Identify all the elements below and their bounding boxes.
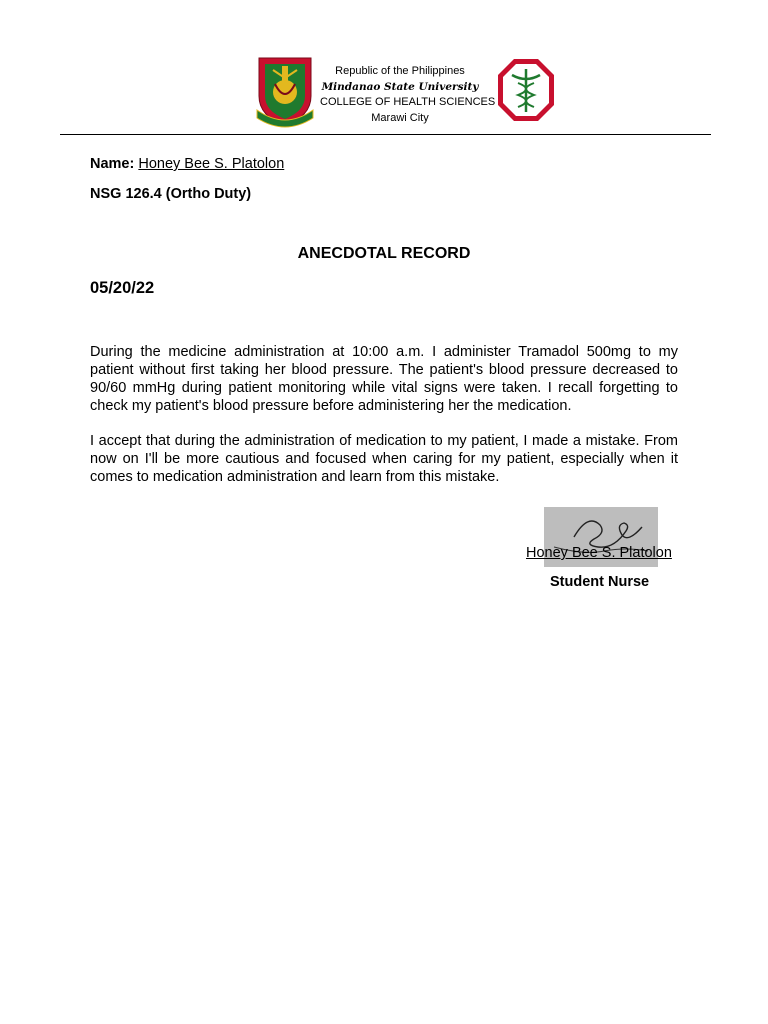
msu-seal-icon — [255, 56, 315, 128]
record-date: 05/20/22 — [90, 279, 155, 297]
caduceus-seal-icon — [496, 57, 556, 123]
document-title: ANECDOTAL RECORD — [297, 245, 471, 262]
name-line — [90, 156, 284, 172]
paragraph-incident: During the medicine administration at 10:00 a.m. I administer Tramadol 500mg to my patient without first taking her blood pressure. The patient's blood pressure decreased to 90/60 mmHg during patient monitoring while vital signs were taken. I recall forgetting to check my patient's blood pressure before administering her the medication. — [90, 344, 678, 414]
letterhead-college: COLLEGE OF HEALTH SCIENCES — [320, 96, 496, 108]
paragraph-reflection: I accept that during the administration of medication to my patient, I made a mistake. From now on I'll be more cautious and focused when caring for my patient, especially when it comes to medication administration and learn from this mistake. — [90, 433, 678, 485]
letterhead-university: Mindanao State University — [321, 80, 479, 93]
course-line: NSG 126.4 (Ortho Duty) — [90, 186, 252, 202]
header-divider — [60, 134, 711, 135]
letterhead-country: Republic of the Philippines — [335, 65, 465, 77]
name-value: Honey Bee S. Platolon — [138, 156, 285, 172]
name-label: Name: — [90, 156, 135, 172]
letterhead-city: Marawi City — [371, 111, 429, 124]
letterhead — [320, 64, 496, 126]
signer-role: Student Nurse — [550, 574, 650, 590]
signer-name: Honey Bee S. Platolon — [526, 545, 672, 561]
